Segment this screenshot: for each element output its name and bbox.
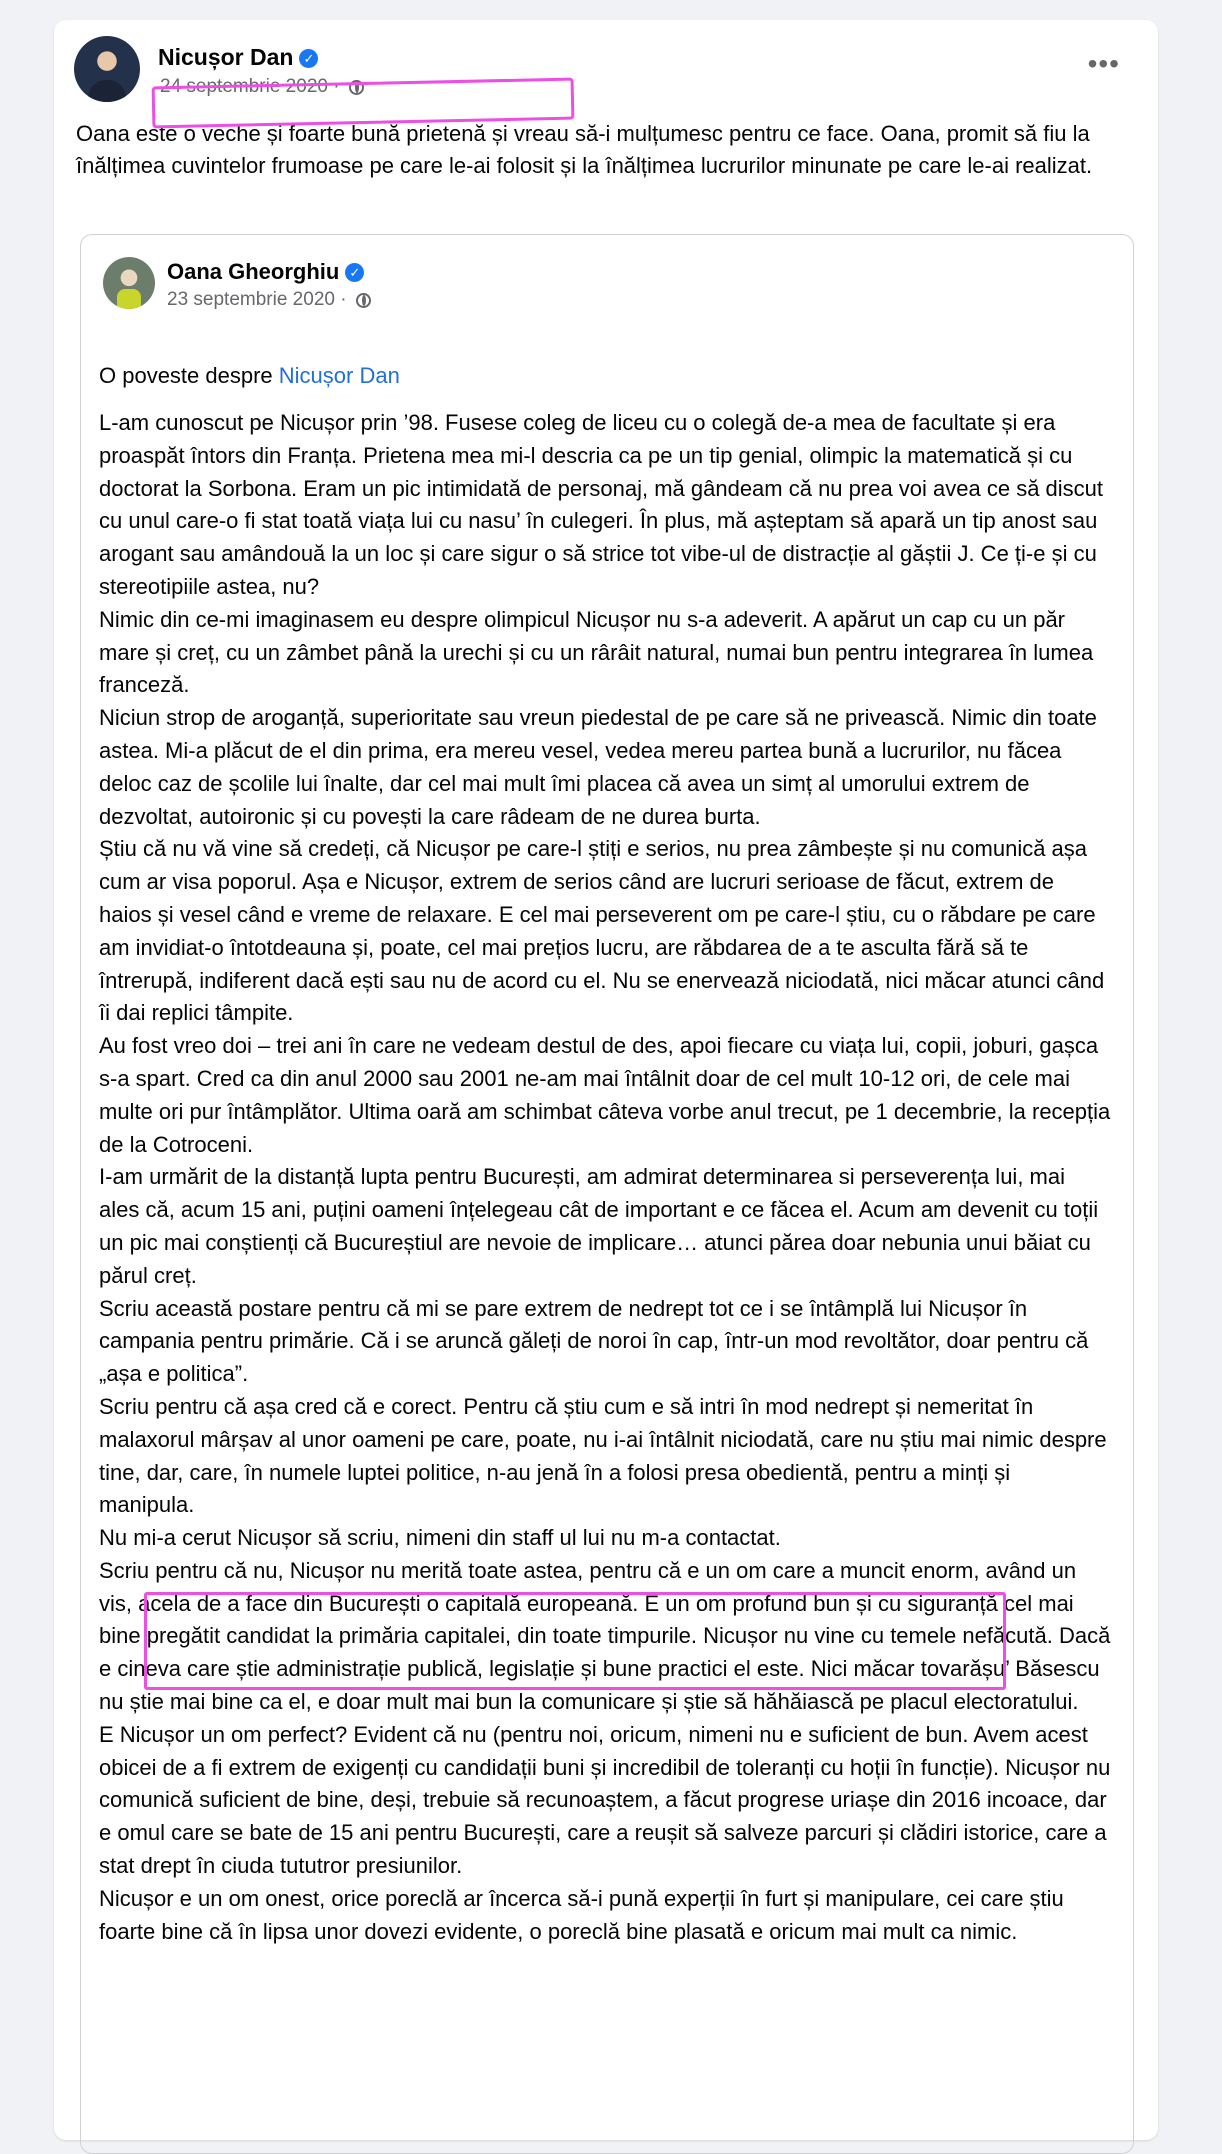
mention-link[interactable]: Nicușor Dan bbox=[278, 363, 400, 388]
paragraph: Scriu această postare pentru că mi se pare extrem de nedrept tot ce i se întâmplă lui Nicușor în campania pentru primărie. Că i se aruncă găleți de noroi în cap, într-un mod revoltător, doar pentru că „așa e politica”. bbox=[99, 1295, 1089, 1387]
meta-separator: · bbox=[340, 289, 347, 310]
post-meta bbox=[160, 76, 364, 98]
paragraph: E Nicușor un om perfect? Evident că nu (pentru noi, oricum, nimeni nu e suficient de bun. Avem acest obicei de a fi extrem de exigenți cu candidații buni și incredibil de toleranți cu hoții în funcție). Nicușor nu comunică suficient de bine, deși, trebuie să recunoaștem, a făcut progrese uriașe din 2016 incoace, dar e omul care se bate de 15 ani pentru București, care a reușit să salveze parcuri și clădiri istorice, care a stat drept în ciuda tututror presiunilor. bbox=[99, 1721, 1111, 1879]
paragraph: Nu mi-a cerut Nicușor să scriu, nimeni din staff ul lui nu m-a contactat. bbox=[99, 1525, 781, 1551]
globe-icon bbox=[349, 80, 364, 95]
shared-post-header bbox=[103, 257, 1103, 317]
shared-post-meta bbox=[167, 289, 371, 311]
author-name-text[interactable]: Nicușor Dan bbox=[158, 44, 294, 70]
title-prefix: O poveste despre bbox=[99, 363, 279, 388]
paragraph: Nimic din ce-mi imaginasem eu despre olimpicul Nicușor nu s-a adeverit. A apărut un cap cu un păr mare și creț, cu un zâmbet până la urechi și cu un rârâit natural, numai bun pentru integrarea în lumea franceză. bbox=[99, 606, 1094, 698]
shared-author-avatar[interactable] bbox=[103, 257, 155, 309]
post-text: Oana este o veche și foarte bună prietenă și vreau să-i mulțumesc pentru ce face. Oana, promit să fiu la înălțimea cuvintelor frumoase pe care le-ai folosit și la înălțimea lucrurilor minunate pe care le-ai realizat. bbox=[76, 121, 1093, 178]
paragraph: Știu că nu vă vine să credeți, că Nicușor pe care-l știți e serios, nu prea zâmbește și nu comunică așa cum ar visa poporul. Așa e Nicușor, extrem de serios când are lucruri serioase de făcut, extrem de haios și vesel când e vreme de relaxare. E cel mai perseverent om pe care-l știu, cu o răbdare pe care am invidiat-o întotdeauna și, poate, cel mai prețios lucru, are răbdarea de a te asculta fără să te întrerupă, indiferent dacă ești sau nu de acord cu el. Nu se enervează niciodată, nici măcar atunci când îi dai replici tâmpite. bbox=[99, 836, 1105, 1026]
paragraph: Scriu pentru că așa cred că e corect. Pentru că știu cum e să intri în mod nedrept și nemeritat în malaxorul mârșav al unor oameni pe care, poate, nu i-ai întâlnit niciodată, care nu știu mai nimic despre tine, dar, care, în numele luptei politice, n-au jenă în a folosi presa obedientă, pentru a minți și manipula. bbox=[99, 1393, 1107, 1518]
paragraph: Au fost vreo doi – trei ani în care ne vedeam destul de des, apoi fiecare cu viața lui, copii, joburi, gașca s-a spart. Cred ca din anul 2000 sau 2001 ne-am mai întâlnit doar de cel mult 10-12 ori, de cele mai multe ori pur întâmplător. Ultima oară am schimbat câteva vorbe anul trecut, pe 1 decembrie, la recepția de la Cotroceni. bbox=[99, 1033, 1111, 1157]
paragraph: Nicușor e un om onest, orice poreclă ar încerca să-i pună experții în furt și manipulare, cei care știu foarte bine că în lipsa unor dovezi evidente, o poreclă bine plasată e oricum mai mult ca nimic. bbox=[99, 1885, 1064, 1944]
shared-post[interactable] bbox=[80, 234, 1134, 2154]
globe-icon bbox=[356, 293, 371, 308]
author-avatar[interactable] bbox=[74, 36, 140, 102]
paragraph: Niciun strop de aroganță, superioritate sau vreun piedestal de pe care să ne privească. Nimic din toate astea. Mi-a plăcut de el din prima, era mereu vesel, vedea mereu partea bună a lucrurilor, nu făcea deloc caz de școlile lui înalte, dar cel mai mult îmi placea că avea un simț al umorului extrem de dezvoltat, autoironic și cu povești la care râdeam de ne durea burta. bbox=[99, 705, 1097, 829]
shared-post-date[interactable]: 23 septembrie 2020 bbox=[167, 289, 335, 310]
author-name[interactable] bbox=[158, 44, 318, 71]
shared-post-body bbox=[99, 407, 1111, 1948]
shared-author-name[interactable] bbox=[167, 259, 364, 285]
shared-post-title bbox=[99, 361, 400, 391]
more-options-button[interactable]: ••• bbox=[1087, 48, 1120, 79]
post-header bbox=[74, 36, 1138, 108]
meta-separator: · bbox=[333, 76, 340, 97]
verified-badge-icon: ✓ bbox=[299, 49, 318, 68]
post-card bbox=[54, 20, 1158, 2140]
paragraph: L-am cunoscut pe Nicușor prin ’98. Fusese coleg de liceu cu o colegă de-a mea de facultate și era proaspăt întors din Franța. Prietena mea mi-l descria ca pe un tip genial, olimpic la matematică și cu doctorat la Sorbona. Eram un pic intimidată de personaj, mă gândeam că nu prea voi avea ce să discut cu unul care-o fi stat toată viața lui cu nasu’ în culegeri. În plus, mă așteptam să apară un tip anost sau arogant sau amândouă la un loc și care sigur o să strice tot vibe-ul de distracție al găștii J. Ce ți-e și cu stereotipiile astea, nu? bbox=[99, 410, 1104, 599]
paragraph: Scriu pentru că nu, Nicușor nu merită toate astea, pentru că e un om care a muncit enorm, având un vis, acela de a face din București o capitală europeană. E un om profund bun și cu siguranță cel mai bine pregătit candidat la primăria capitalei, din toate timpurile. Nicușor nu vine cu temele nefăcută. Dacă e cineva care știe administrație publică, legislație și bune practici el este. Nici măcar tovarășu’ Băsescu nu știe mai bine ca el, e doar mult mai bun la comunicare și știe să hăhăiască pe placul electoratului. bbox=[99, 1557, 1111, 1715]
shared-author-name-text[interactable]: Oana Gheorghiu bbox=[167, 259, 340, 284]
verified-badge-icon: ✓ bbox=[345, 263, 364, 282]
post-date[interactable]: 24 septembrie 2020 bbox=[160, 76, 328, 97]
paragraph: I-am urmărit de la distanță lupta pentru București, am admirat determinarea si perseverența lui, mai ales că, acum 15 ani, puțini oameni înțelegeau cât de important e ce făcea el. Acum am devenit cu toții un pic mai conștienți că Bucureștiul are nevoie de implicare… atunci părea doar nebunia unui băiat cu părul creț. bbox=[99, 1164, 1099, 1288]
